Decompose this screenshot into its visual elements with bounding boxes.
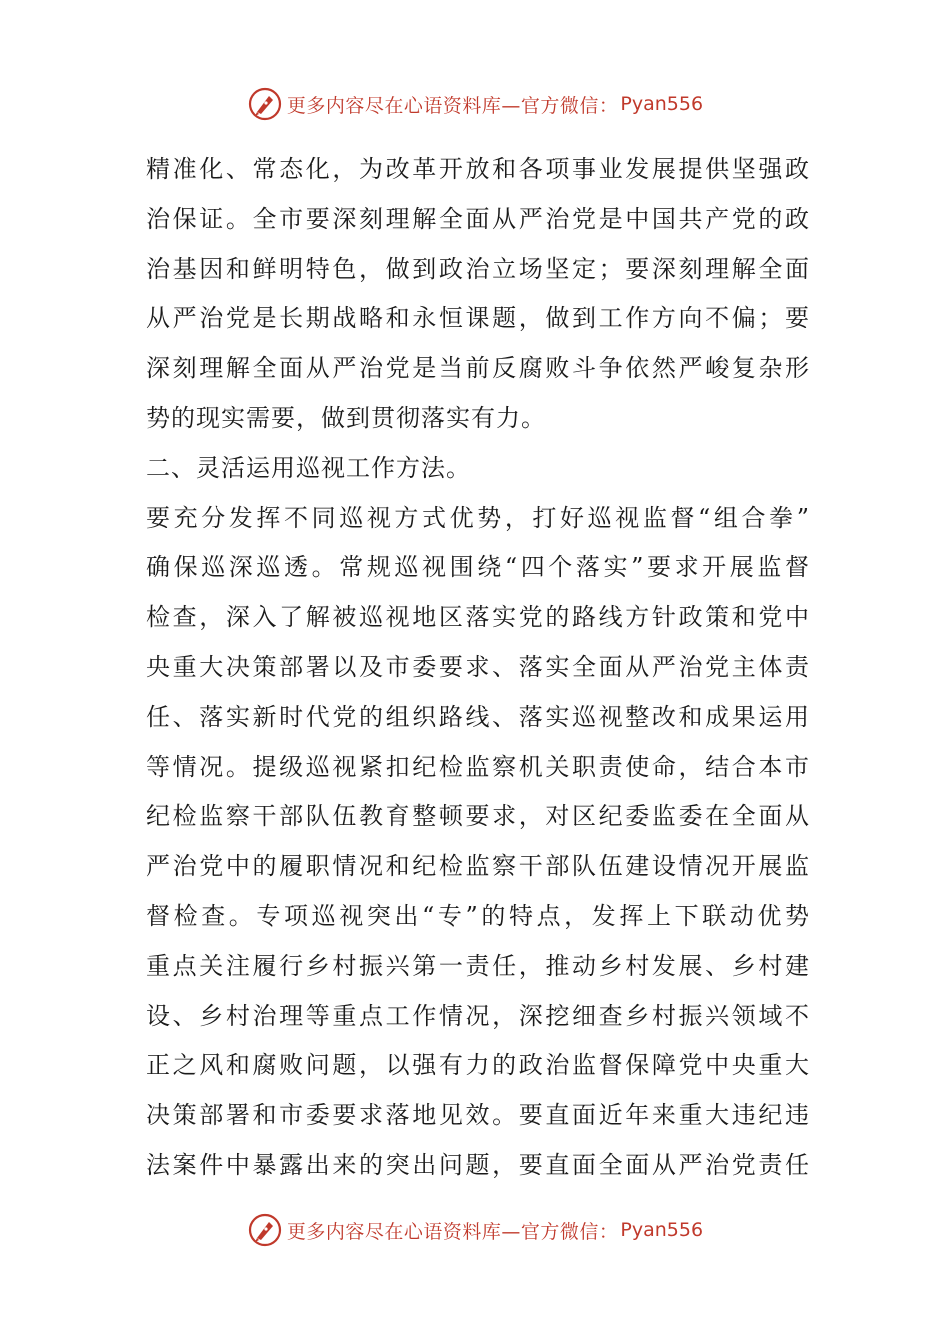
pen-nib-logo-icon bbox=[247, 86, 283, 122]
watermark-text: 更多内容尽在心语资料库—官方微信： bbox=[286, 94, 619, 117]
watermark-text: 更多内容尽在心语资料库—官方微信： bbox=[286, 1220, 619, 1243]
header-watermark bbox=[0, 82, 950, 126]
text-line: 要充分发挥不同巡视方式优势，打好巡视监督“组合拳” bbox=[146, 503, 810, 532]
text-line: 从严治党是长期战略和永恒课题，做到工作方向不偏；要 bbox=[146, 304, 810, 333]
text-line: 法案件中暴露出来的突出问题，要直面全面从严治党责任 bbox=[146, 1150, 810, 1179]
watermark-wechat-id: Pyan556 bbox=[620, 1219, 704, 1241]
text-line: 央重大决策部署以及市委要求、落实全面从严治党主体责 bbox=[146, 652, 810, 681]
text-line: 深刻理解全面从严治党是当前反腐败斗争依然严峻复杂形 bbox=[146, 354, 810, 383]
text-line: 等情况。提级巡视紧扣纪检监察机关职责使命，结合本市 bbox=[146, 752, 810, 781]
text-line: 精准化、常态化，为改革开放和各项事业发展提供坚强政 bbox=[146, 155, 810, 183]
text-line: 决策部署和市委要求落地见效。要直面近年来重大违纪违 bbox=[146, 1101, 810, 1130]
text-line: 检查，深入了解被巡视地区落实党的路线方针政策和党中 bbox=[146, 603, 810, 632]
text-line: 二、灵活运用巡视工作方法。 bbox=[146, 453, 471, 482]
text-line: 重点关注履行乡村振兴第一责任，推动乡村发展、乡村建 bbox=[146, 951, 810, 980]
text-line: 确保巡深巡透。常规巡视围绕“四个落实”要求开展监督 bbox=[146, 553, 810, 582]
text-line: 势的现实需要，做到贯彻落实有力。 bbox=[146, 403, 546, 432]
text-line: 设、乡村治理等重点工作情况，深挖细查乡村振兴领域不 bbox=[146, 1001, 810, 1030]
footer-watermark bbox=[0, 1208, 950, 1252]
watermark-wechat-id: Pyan556 bbox=[620, 93, 704, 115]
text-line: 督检查。专项巡视突出“专”的特点，发挥上下联动优势 bbox=[146, 901, 810, 930]
text-line: 治基因和鲜明特色，做到政治立场坚定；要深刻理解全面 bbox=[146, 254, 810, 283]
document-body bbox=[146, 145, 810, 1191]
text-line: 治保证。全市要深刻理解全面从严治党是中国共产党的政 bbox=[146, 204, 810, 233]
pen-nib-logo-icon bbox=[247, 1212, 283, 1248]
text-line: 正之风和腐败问题，以强有力的政治监督保障党中央重大 bbox=[146, 1051, 810, 1080]
text-line: 严治党中的履职情况和纪检监察干部队伍建设情况开展监 bbox=[146, 852, 810, 881]
text-line: 任、落实新时代党的组织路线、落实巡视整改和成果运用 bbox=[146, 702, 810, 731]
text-line: 纪检监察干部队伍教育整顿要求，对区纪委监委在全面从 bbox=[146, 802, 810, 831]
